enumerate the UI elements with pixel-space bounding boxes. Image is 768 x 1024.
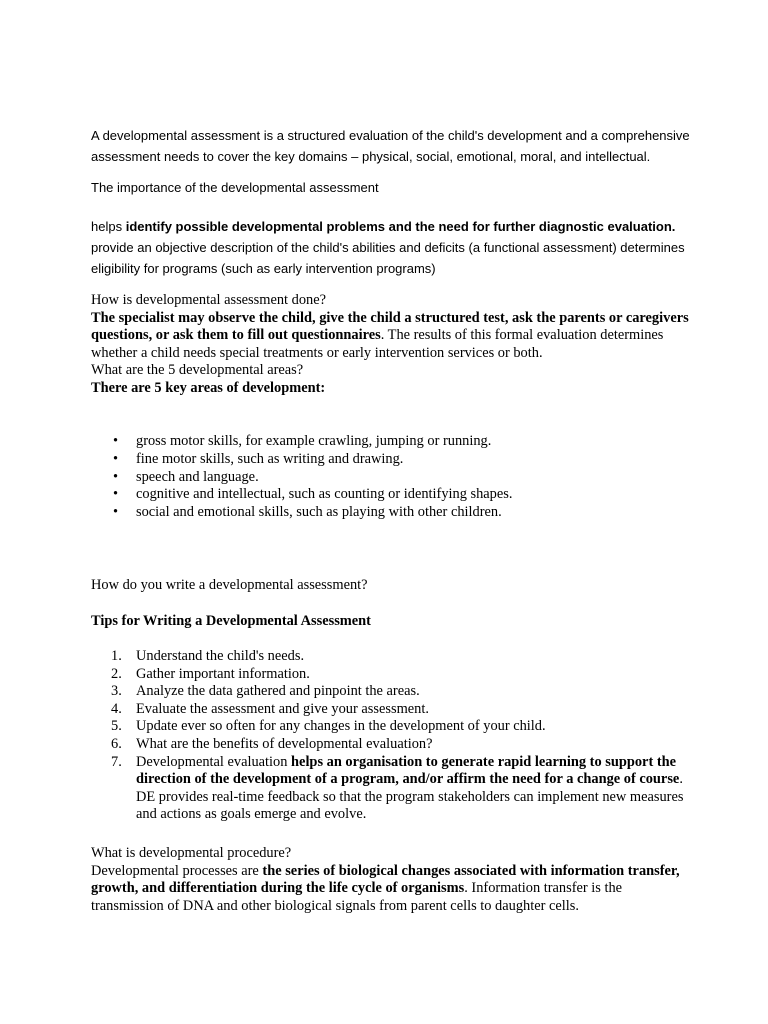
item7-rest-text: . DE provides real-time feedback so that the program stakeholders can implement new measures and actions as goals emerge and evolve. — [136, 771, 684, 823]
list-number: 6. — [111, 735, 122, 752]
list-number: 4. — [111, 700, 122, 717]
item7-bold-text: helps an organisation to generate rapid learning to support the direction of the development of a program, and/or affirm the need for a change of course — [136, 753, 680, 788]
provide-line-1: provide an objective description of the child's abilities and deficits (a functional assessment) determines — [91, 240, 685, 255]
tips-list — [91, 648, 691, 824]
helps-bold-text: identify possible developmental problems and the need for further diagnostic evaluation. — [125, 219, 676, 234]
tips-heading-text: Tips for Writing a Developmental Assessment — [91, 613, 371, 629]
list-item-text: social and emotional skills, such as playing with other children. — [136, 504, 502, 521]
intro-line-2: assessment needs to cover the key domains – physical, social, emotional, moral, and intellectual. — [91, 149, 651, 164]
list-item — [91, 736, 691, 754]
list-item-text: Analyze the data gathered and pinpoint the areas. — [136, 683, 420, 700]
procedure-rest-text: . Information transfer is the transmission of DNA and other biological signals from parent cells to daughter cells. — [91, 880, 623, 914]
how-done-rest-text: . The results of this formal evaluation determines whether a child needs special treatments or early intervention services or both. — [91, 327, 664, 361]
list-item — [91, 451, 691, 469]
list-number: 3. — [111, 683, 122, 700]
bullet-icon: • — [113, 433, 119, 449]
procedure-question: What is developmental procedure? — [91, 845, 292, 861]
procedure-prefix: Developmental processes are — [91, 862, 263, 879]
list-item-text: What are the benefits of developmental evaluation? — [136, 735, 433, 752]
areas-question: What are the 5 developmental areas? — [91, 362, 304, 379]
provide-line-2: eligibility for programs (such as early intervention programs) — [91, 261, 436, 276]
list-number: 2. — [111, 665, 122, 682]
helps-paragraph — [91, 216, 691, 237]
list-item — [91, 683, 691, 701]
bullet-icon: • — [113, 486, 119, 503]
procedure-paragraph — [91, 845, 691, 915]
intro-line-1: A developmental assessment is a structured evaluation of the child's development and a comprehensive — [91, 128, 690, 143]
list-item — [91, 718, 691, 736]
list-number: 7. — [111, 753, 122, 770]
list-item — [91, 433, 691, 451]
list-item — [91, 701, 691, 719]
intro-paragraph — [91, 125, 691, 167]
write-question: How do you write a developmental assessment? — [91, 577, 368, 593]
list-item — [91, 469, 691, 487]
helps-prefix: helps — [91, 219, 126, 234]
areas-bold-text: There are 5 key areas of development: — [91, 379, 326, 396]
bullet-icon: • — [113, 450, 119, 467]
list-item-text: Update ever so often for any changes in the development of your child. — [136, 718, 546, 735]
list-item — [91, 486, 691, 504]
procedure-bold-text: the series of biological changes associated with information transfer, growth, and differentiation during the life cycle of organisms — [91, 862, 680, 897]
importance-heading: The importance of the developmental assessment — [91, 180, 379, 195]
list-item-text: Evaluate the assessment and give your assessment. — [136, 700, 429, 717]
list-item — [91, 754, 691, 824]
how-done-bold-text: The specialist may observe the child, give the child a structured test, ask the parents or caregivers questions, or ask them to fill out questionnaires — [91, 309, 689, 344]
list-number: 5. — [111, 718, 122, 735]
list-item-text: gross motor skills, for example crawling, jumping or running. — [136, 433, 492, 449]
bullet-icon: • — [113, 468, 119, 485]
tips-heading — [91, 613, 691, 631]
item7-prefix: Developmental evaluation — [136, 753, 292, 770]
list-item — [91, 504, 691, 522]
list-item-text: fine motor skills, such as writing and drawing. — [136, 450, 404, 467]
list-item — [91, 666, 691, 684]
how-done-paragraph — [91, 292, 691, 398]
list-item-text: speech and language. — [136, 468, 259, 485]
list-number: 1. — [111, 648, 122, 664]
how-done-question: How is developmental assessment done? — [91, 292, 326, 308]
provide-paragraph — [91, 237, 691, 279]
bullet-icon: • — [113, 504, 119, 521]
list-item-text: Gather important information. — [136, 665, 310, 682]
list-item-text: Understand the child's needs. — [136, 648, 305, 664]
list-item — [91, 648, 691, 666]
development-areas-list — [91, 433, 691, 522]
list-item-text: cognitive and intellectual, such as counting or identifying shapes. — [136, 486, 513, 503]
